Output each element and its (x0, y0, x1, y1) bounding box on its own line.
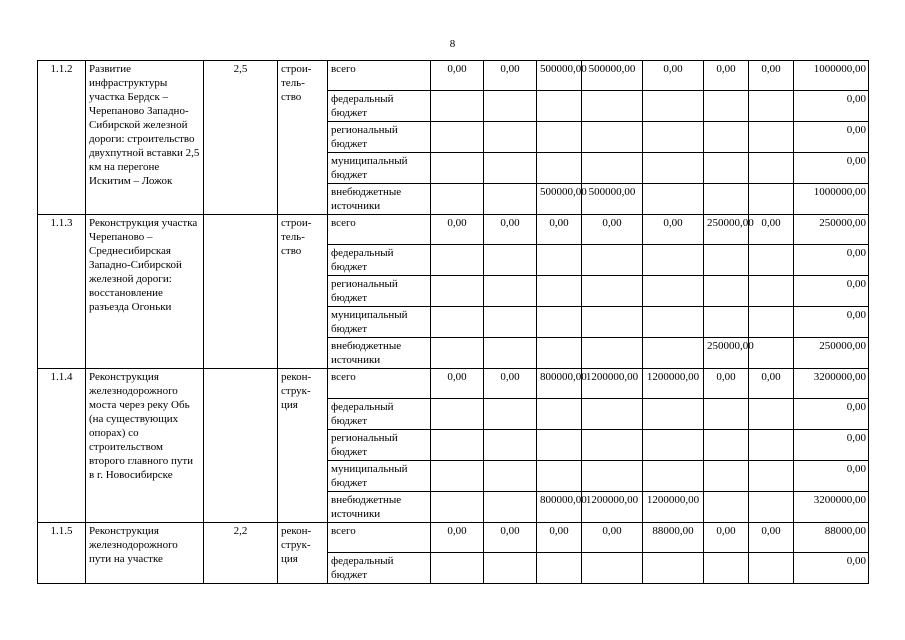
year-value (704, 553, 749, 584)
year-value (643, 399, 704, 430)
year-value (749, 276, 794, 307)
total-value: 1000000,00 (794, 61, 869, 91)
year-value: 0,00 (537, 215, 582, 245)
year-value (484, 122, 537, 153)
funding-source: региональный бюджет (328, 122, 431, 153)
year-value: 1200000,00 (582, 492, 643, 523)
year-value (704, 184, 749, 215)
year-value: 250000,00 (704, 338, 749, 369)
item-code: 1.1.5 (38, 523, 86, 584)
year-value (643, 276, 704, 307)
year-value: 1200000,00 (582, 369, 643, 399)
year-value (643, 122, 704, 153)
year-value (484, 245, 537, 276)
year-value: 0,00 (704, 523, 749, 553)
year-value (582, 122, 643, 153)
year-value (749, 492, 794, 523)
budget-table (37, 60, 869, 584)
year-value (704, 91, 749, 122)
item-type: рекон-струк-ция (278, 523, 328, 584)
year-value (431, 430, 484, 461)
year-value (431, 276, 484, 307)
year-value (582, 307, 643, 338)
year-value: 0,00 (749, 369, 794, 399)
year-value: 0,00 (484, 523, 537, 553)
year-value (537, 153, 582, 184)
item-name: Реконструкция участка Черепаново – Среднесибирская Западно-Сибирской железной дороги: восстановление разъезда Огоньки (86, 215, 204, 369)
funding-source: всего (328, 215, 431, 245)
page-number: 8 (449, 38, 456, 50)
item-code: 1.1.4 (38, 369, 86, 523)
item-name: Развитие инфраструктуры участка Бердск – Черепаново Западно-Сибирской железной дороги: строительство двухпутной вставки 2,5 км на перегоне Искитим – Ложок (86, 61, 204, 215)
year-value (484, 553, 537, 584)
year-value (484, 492, 537, 523)
year-value (643, 307, 704, 338)
year-value (582, 91, 643, 122)
item-name: Реконструкция железнодорожного моста через реку Обь (на существующих опорах) со строительством второго главного пути в г. Новосибирске (86, 369, 204, 523)
year-value (704, 122, 749, 153)
year-value (643, 430, 704, 461)
year-value: 0,00 (643, 61, 704, 91)
year-value: 0,00 (537, 523, 582, 553)
year-value (537, 338, 582, 369)
funding-source: всего (328, 523, 431, 553)
year-value (749, 430, 794, 461)
year-value (749, 338, 794, 369)
year-value (582, 553, 643, 584)
year-value: 0,00 (704, 61, 749, 91)
year-value: 0,00 (431, 215, 484, 245)
year-value (537, 122, 582, 153)
year-value (484, 153, 537, 184)
funding-source: федеральный бюджет (328, 399, 431, 430)
total-value: 88000,00 (794, 523, 869, 553)
item-length (204, 369, 278, 523)
item-type: строи-тель-ство (278, 61, 328, 215)
funding-source: муниципальный бюджет (328, 461, 431, 492)
year-value (431, 153, 484, 184)
year-value (704, 245, 749, 276)
year-value (643, 153, 704, 184)
year-value (582, 338, 643, 369)
total-value: 0,00 (794, 276, 869, 307)
year-value (749, 153, 794, 184)
year-value: 0,00 (484, 369, 537, 399)
year-value (749, 245, 794, 276)
year-value (643, 91, 704, 122)
year-value (704, 461, 749, 492)
year-value: 0,00 (749, 61, 794, 91)
funding-source: федеральный бюджет (328, 553, 431, 584)
year-value (704, 276, 749, 307)
item-type: рекон-струк-ция (278, 369, 328, 523)
funding-source: внебюджетные источники (328, 492, 431, 523)
year-value: 800000,00 (537, 492, 582, 523)
year-value (484, 338, 537, 369)
total-value: 250000,00 (794, 338, 869, 369)
year-value: 500000,00 (537, 184, 582, 215)
year-value (749, 91, 794, 122)
year-value (582, 276, 643, 307)
year-value (484, 91, 537, 122)
funding-source: внебюджетные источники (328, 338, 431, 369)
year-value (582, 399, 643, 430)
funding-source: федеральный бюджет (328, 91, 431, 122)
year-value: 0,00 (431, 523, 484, 553)
year-value: 1200000,00 (643, 369, 704, 399)
year-value: 250000,00 (704, 215, 749, 245)
funding-source: всего (328, 61, 431, 91)
year-value (431, 245, 484, 276)
table-row (38, 61, 869, 91)
year-value: 500000,00 (582, 184, 643, 215)
total-value: 0,00 (794, 307, 869, 338)
funding-source: региональный бюджет (328, 430, 431, 461)
year-value (704, 492, 749, 523)
year-value (484, 430, 537, 461)
total-value: 0,00 (794, 91, 869, 122)
year-value (431, 492, 484, 523)
year-value: 500000,00 (537, 61, 582, 91)
year-value: 0,00 (431, 369, 484, 399)
year-value (749, 461, 794, 492)
year-value (749, 307, 794, 338)
year-value (537, 276, 582, 307)
year-value (431, 307, 484, 338)
year-value (484, 184, 537, 215)
item-code: 1.1.2 (38, 61, 86, 215)
total-value: 0,00 (794, 430, 869, 461)
year-value: 0,00 (582, 215, 643, 245)
year-value (484, 307, 537, 338)
item-length: 2,5 (204, 61, 278, 215)
funding-source: региональный бюджет (328, 276, 431, 307)
total-value: 0,00 (794, 461, 869, 492)
year-value (537, 461, 582, 492)
total-value: 3200000,00 (794, 492, 869, 523)
year-value: 0,00 (484, 61, 537, 91)
year-value (749, 553, 794, 584)
item-length (204, 215, 278, 369)
year-value (484, 461, 537, 492)
year-value (749, 399, 794, 430)
year-value (537, 553, 582, 584)
year-value (704, 153, 749, 184)
year-value (643, 184, 704, 215)
year-value (749, 122, 794, 153)
year-value (431, 461, 484, 492)
year-value (431, 338, 484, 369)
total-value: 0,00 (794, 399, 869, 430)
year-value (537, 245, 582, 276)
year-value (431, 399, 484, 430)
year-value: 0,00 (749, 523, 794, 553)
year-value (643, 245, 704, 276)
year-value (582, 430, 643, 461)
year-value (643, 338, 704, 369)
table-row (38, 369, 869, 399)
funding-source: муниципальный бюджет (328, 307, 431, 338)
year-value (431, 184, 484, 215)
table-row (38, 523, 869, 553)
total-value: 0,00 (794, 245, 869, 276)
year-value (704, 399, 749, 430)
item-name: Реконструкция железнодорожного пути на участке (86, 523, 204, 584)
year-value (749, 184, 794, 215)
year-value: 800000,00 (537, 369, 582, 399)
year-value (643, 553, 704, 584)
year-value (537, 307, 582, 338)
total-value: 250000,00 (794, 215, 869, 245)
year-value: 88000,00 (643, 523, 704, 553)
funding-source: внебюджетные источники (328, 184, 431, 215)
total-value: 3200000,00 (794, 369, 869, 399)
year-value (643, 461, 704, 492)
year-value (537, 91, 582, 122)
year-value (704, 430, 749, 461)
total-value: 1000000,00 (794, 184, 869, 215)
year-value (582, 245, 643, 276)
item-length: 2,2 (204, 523, 278, 584)
total-value: 0,00 (794, 122, 869, 153)
funding-source: федеральный бюджет (328, 245, 431, 276)
year-value (704, 307, 749, 338)
year-value (582, 461, 643, 492)
item-type: строи-тель-ство (278, 215, 328, 369)
year-value (537, 430, 582, 461)
year-value: 0,00 (582, 523, 643, 553)
table-row (38, 215, 869, 245)
year-value (582, 153, 643, 184)
year-value: 0,00 (431, 61, 484, 91)
year-value: 1200000,00 (643, 492, 704, 523)
year-value: 0,00 (484, 215, 537, 245)
funding-source: муниципальный бюджет (328, 153, 431, 184)
funding-source: всего (328, 369, 431, 399)
total-value: 0,00 (794, 153, 869, 184)
year-value: 0,00 (749, 215, 794, 245)
item-code: 1.1.3 (38, 215, 86, 369)
year-value (537, 399, 582, 430)
year-value (484, 399, 537, 430)
year-value: 0,00 (704, 369, 749, 399)
year-value (431, 122, 484, 153)
year-value (431, 553, 484, 584)
year-value (484, 276, 537, 307)
year-value: 0,00 (643, 215, 704, 245)
total-value: 0,00 (794, 553, 869, 584)
year-value (431, 91, 484, 122)
year-value: 500000,00 (582, 61, 643, 91)
